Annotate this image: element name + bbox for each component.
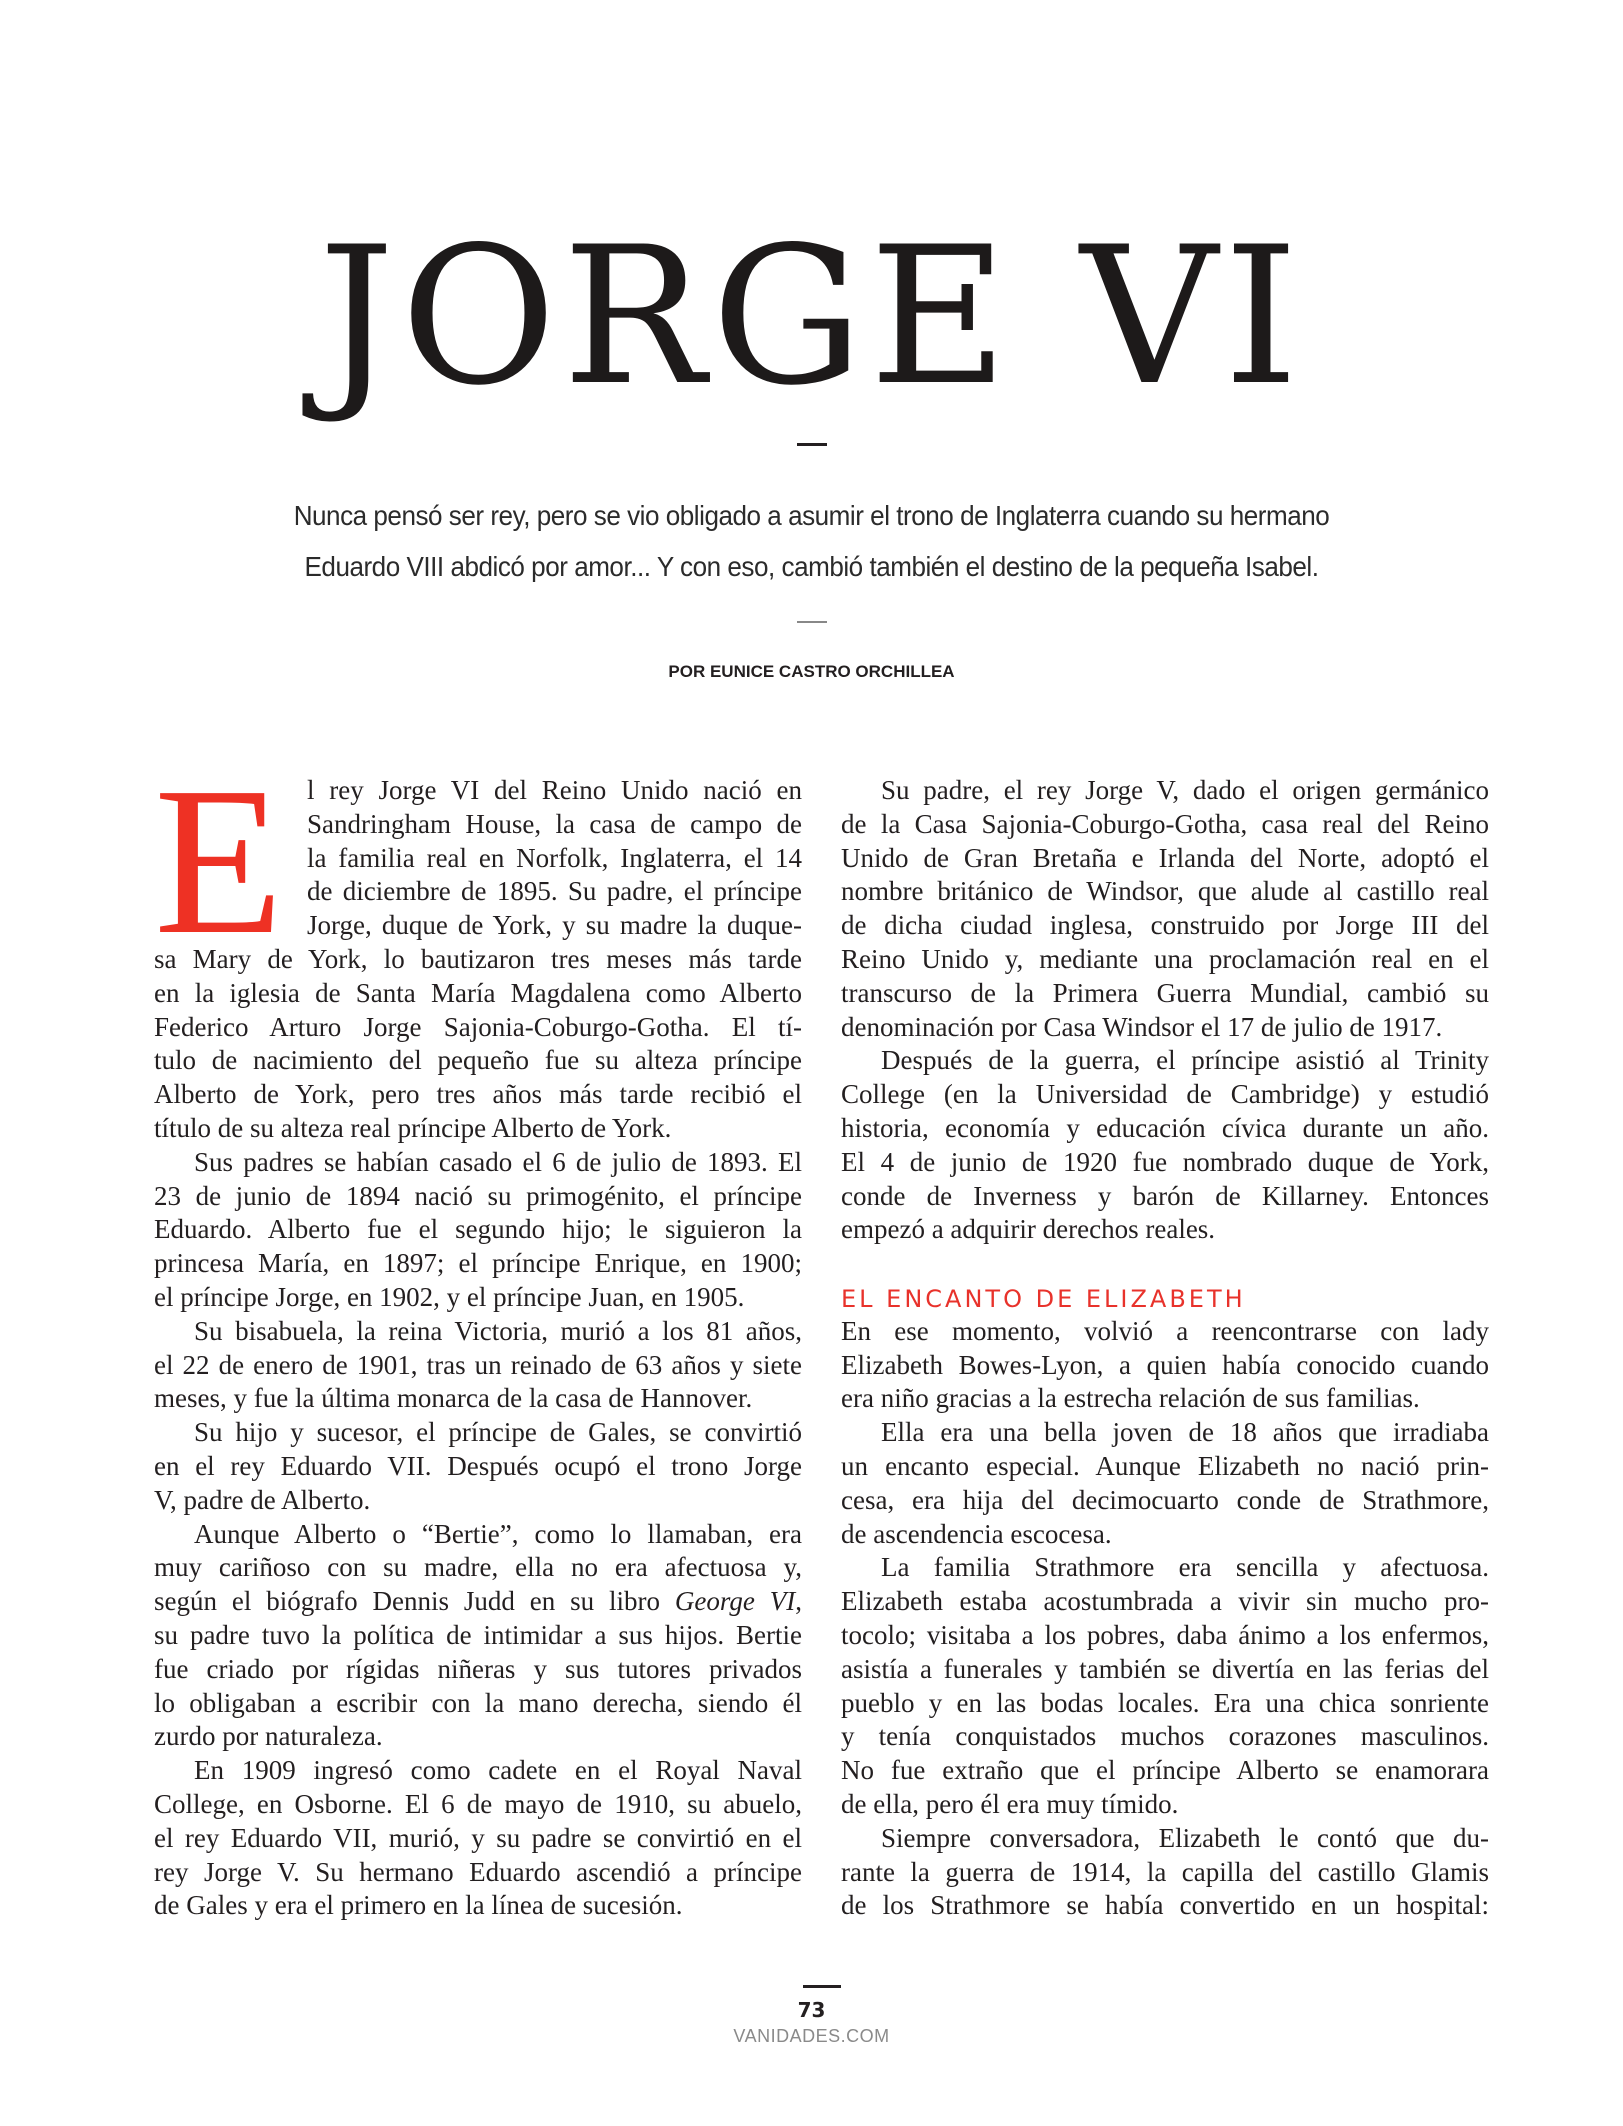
line-text: fue criado por rígidas niñeras y sus tutores privados (154, 1653, 802, 1684)
paragraph (841, 1822, 1489, 1923)
line-text: Aunque Alberto o “Bertie”, como lo llamaban, era (194, 1518, 802, 1549)
text-line (841, 1551, 1489, 1585)
paragraph (841, 1315, 1489, 1416)
text-line (154, 1720, 802, 1754)
text-line (154, 1551, 802, 1585)
line-text: El 4 de junio de 1920 fue nombrado duque de York, (841, 1146, 1489, 1177)
line-text: Reino Unido y, mediante una proclamación real en el (841, 943, 1489, 974)
text-line (841, 1416, 1489, 1450)
text-line (841, 1822, 1489, 1856)
line-text: conde de Inverness y barón de Killarney. Entonces (841, 1180, 1489, 1211)
text-line (154, 1484, 802, 1518)
line-text: l rey Jorge VI del Reino Unido nació en (307, 775, 802, 805)
text-line (841, 1180, 1489, 1214)
paragraph (841, 774, 1489, 1044)
article-column-right (841, 774, 1489, 1923)
line-text: Eduardo. Alberto fue el segundo hijo; le siguieron la (154, 1214, 802, 1245)
line-text: Elizabeth Bowes-Lyon, a quien había conocido cuando (841, 1349, 1489, 1380)
text-line (154, 1754, 802, 1788)
text-line (154, 1315, 802, 1349)
line-text: Su hijo y sucesor, el príncipe de Gales, se convirtió (194, 1417, 802, 1448)
text-line (154, 1450, 802, 1484)
text-line (841, 1011, 1489, 1045)
line-text: Jorge, duque de York, y su madre la duque- (307, 910, 802, 941)
line-text: y tenía conquistados muchos corazones masculinos. (841, 1721, 1489, 1752)
text-line (154, 1518, 802, 1552)
text-line (841, 1788, 1489, 1822)
line-text-segment: según el biógrafo Dennis Judd en su libro (154, 1586, 675, 1617)
line-text: Sus padres se habían casado el 6 de julio de 1893. El (194, 1146, 802, 1177)
line-text: de la Casa Sajonia-Coburgo-Gotha, casa real del Reino (841, 808, 1489, 839)
text-line (154, 1856, 802, 1890)
line-text: la familia real en Norfolk, Inglaterra, el 14 (307, 842, 802, 873)
line-text: rante la guerra de 1914, la capilla del castillo Glamis (841, 1856, 1489, 1887)
section-heading: EL ENCANTO DE ELIZABETH (841, 1284, 1246, 1313)
text-line (154, 1044, 802, 1078)
text-line (841, 842, 1489, 876)
title-divider (797, 443, 827, 446)
text-line (841, 1754, 1489, 1788)
line-text: muy cariñoso con su madre, ella no era afectuosa y, (154, 1552, 802, 1583)
line-text: Siempre conversadora, Elizabeth le contó que du- (881, 1822, 1489, 1853)
line-text: Alberto de York, pero tres años más tarde recibió el (154, 1079, 802, 1110)
text-line (154, 1619, 802, 1653)
text-line (154, 1585, 802, 1619)
line-text: un encanto especial. Aunque Elizabeth no nació prin- (841, 1450, 1489, 1481)
line-text: asistía a funerales y también se divertía en las ferias del (841, 1653, 1489, 1684)
text-line (154, 1349, 802, 1383)
text-line (841, 1349, 1489, 1383)
text-line (841, 1112, 1489, 1146)
footer-divider (803, 1985, 841, 1988)
text-line (841, 1382, 1489, 1416)
line-text: tocolo; visitaba a los pobres, daba ánimo a los enfermos, (841, 1619, 1489, 1650)
line-text: el rey Eduardo VII, murió, y su padre se convirtió en el (154, 1822, 802, 1853)
line-text: de dicha ciudad inglesa, construido por Jorge III del (841, 910, 1489, 941)
text-line (841, 1484, 1489, 1518)
text-line (154, 1889, 802, 1923)
line-text: Sandringham House, la casa de campo de (307, 808, 802, 839)
line-text: En ese momento, volvió a reencontrarse con lady (841, 1315, 1489, 1346)
text-line (841, 1315, 1489, 1349)
line-text: era niño gracias a la estrecha relación de sus familias. (841, 1383, 1420, 1414)
text-line (154, 1112, 802, 1146)
paragraph (154, 1754, 802, 1923)
text-line (154, 1247, 802, 1281)
text-line (841, 1720, 1489, 1754)
line-text: denominación por Casa Windsor el 17 de julio de 1917. (841, 1011, 1443, 1042)
line-text: el príncipe Jorge, en 1902, y el príncipe Juan, en 1905. (154, 1281, 745, 1312)
text-line (841, 808, 1489, 842)
site-url: VANIDADES.COM (733, 2026, 890, 2046)
text-line (154, 1822, 802, 1856)
line-text: La familia Strathmore era sencilla y afectuosa. (881, 1552, 1489, 1583)
line-text: en el rey Eduardo VII. Después ocupó el trono Jorge (154, 1450, 802, 1481)
text-line (841, 1146, 1489, 1180)
paragraph (841, 1551, 1489, 1821)
line-text: de Gales y era el primero en la línea de sucesión. (154, 1890, 683, 1921)
drop-cap: E (154, 778, 284, 943)
line-text: nombre británico de Windsor, que alude al castillo real (841, 876, 1489, 907)
paragraph (154, 1315, 802, 1416)
line-text: Ella era una bella joven de 18 años que irradiaba (881, 1417, 1489, 1448)
line-text: de ascendencia escocesa. (841, 1518, 1112, 1549)
text-line (154, 943, 802, 977)
line-text: zurdo por naturaleza. (154, 1721, 383, 1752)
subtitle-divider (797, 621, 827, 623)
line-text-segment: , (795, 1586, 802, 1617)
text-line (841, 1653, 1489, 1687)
line-text: su padre tuvo la política de intimidar a sus hijos. Bertie (154, 1619, 802, 1650)
text-line (154, 1213, 802, 1247)
line-text: historia, economía y educación cívica durante un año. (841, 1112, 1489, 1143)
text-line (154, 1011, 802, 1045)
text-line (841, 1044, 1489, 1078)
text-line (841, 1450, 1489, 1484)
paragraph (154, 1416, 802, 1517)
book-title: George VI (674, 1586, 796, 1617)
line-text: transcurso de la Primera Guerra Mundial, cambió su (841, 977, 1489, 1008)
subtitle-line: Nunca pensó ser rey, pero se vio obligado a asumir el trono de Inglaterra cuando su hermano (293, 500, 1330, 531)
paragraph (154, 774, 802, 1146)
byline: POR EUNICE CASTRO ORCHILLEA (668, 662, 955, 681)
line-text: Elizabeth estaba acostumbrada a vivir sin mucho pro- (841, 1586, 1489, 1617)
text-line (841, 1687, 1489, 1721)
paragraph (841, 1416, 1489, 1551)
line-text: V, padre de Alberto. (154, 1484, 371, 1515)
paragraph (841, 1044, 1489, 1247)
text-line (154, 1146, 802, 1180)
line-text: sa Mary de York, lo bautizaron tres meses más tarde (154, 943, 802, 974)
text-line (841, 909, 1489, 943)
text-line (841, 1078, 1489, 1112)
text-line (154, 1382, 802, 1416)
text-line (841, 977, 1489, 1011)
line-text: cesa, era hija del decimocuarto conde de Strathmore, (841, 1484, 1489, 1515)
text-line (841, 1889, 1489, 1923)
text-line (841, 1518, 1489, 1552)
line-text: lo obligaban a escribir con la mano derecha, siendo él (154, 1687, 802, 1718)
text-line (154, 1788, 802, 1822)
line-text: título de su alteza real príncipe Alberto de York. (154, 1112, 672, 1143)
line-text: 23 de junio de 1894 nació su primogénito, el príncipe (154, 1180, 802, 1211)
line-text: princesa María, en 1897; el príncipe Enrique, en 1900; (154, 1248, 802, 1279)
line-text: empezó a adquirir derechos reales. (841, 1214, 1216, 1245)
line-text: College, en Osborne. El 6 de mayo de 1910, su abuelo, (154, 1788, 802, 1819)
line-text: Federico Arturo Jorge Sajonia-Coburgo-Gotha. El tí- (154, 1011, 802, 1042)
line-text: el 22 de enero de 1901, tras un reinado de 63 años y siete (154, 1349, 802, 1380)
line-text: de ella, pero él era muy tímido. (841, 1788, 1179, 1819)
line-text: College (en la Universidad de Cambridge) y estudió (841, 1079, 1489, 1110)
paragraph (154, 1518, 802, 1755)
line-text: meses, y fue la última monarca de la casa de Hannover. (154, 1383, 753, 1414)
page-number: 73 (797, 1998, 826, 2022)
text-line (841, 943, 1489, 977)
line-text: rey Jorge V. Su hermano Eduardo ascendió a príncipe (154, 1856, 802, 1887)
text-line (154, 1416, 802, 1450)
line-text: Su bisabuela, la reina Victoria, murió a los 81 años, (194, 1315, 802, 1346)
line-text: Su padre, el rey Jorge V, dado el origen germánico (881, 775, 1489, 805)
line-text: Después de la guerra, el príncipe asistió al Trinity (881, 1045, 1489, 1076)
text-line (841, 875, 1489, 909)
line-text: Unido de Gran Bretaña e Irlanda del Norte, adoptó el (841, 842, 1489, 873)
text-line (154, 977, 802, 1011)
line-text: pueblo y en las bodas locales. Era una chica sonriente (841, 1687, 1489, 1718)
text-line (841, 1213, 1489, 1247)
line-text: de diciembre de 1895. Su padre, el príncipe (307, 876, 802, 907)
text-line (841, 1856, 1489, 1890)
subtitle-line: Eduardo VIII abdicó por amor... Y con eso, cambió también el destino de la pequeña Isabel. (304, 551, 1319, 582)
article-column-left (154, 774, 802, 1923)
text-line (154, 1078, 802, 1112)
text-line (841, 1619, 1489, 1653)
article-subtitle (0, 490, 1623, 592)
text-line (154, 1687, 802, 1721)
line-text: No fue extraño que el príncipe Alberto se enamorara (841, 1755, 1489, 1786)
paragraph (154, 1146, 802, 1315)
text-line (154, 1653, 802, 1687)
text-line (154, 1180, 802, 1214)
text-line (154, 1281, 802, 1315)
article-title: JORGE VI (318, 206, 1305, 427)
line-text (154, 1585, 802, 1619)
line-text: de los Strathmore se había convertido en un hospital: (841, 1890, 1489, 1921)
line-text: en la iglesia de Santa María Magdalena como Alberto (154, 977, 802, 1008)
line-text: tulo de nacimiento del pequeño fue su alteza príncipe (154, 1045, 802, 1076)
text-line (841, 1585, 1489, 1619)
line-text: En 1909 ingresó como cadete en el Royal Naval (194, 1755, 802, 1786)
text-line (841, 774, 1489, 808)
